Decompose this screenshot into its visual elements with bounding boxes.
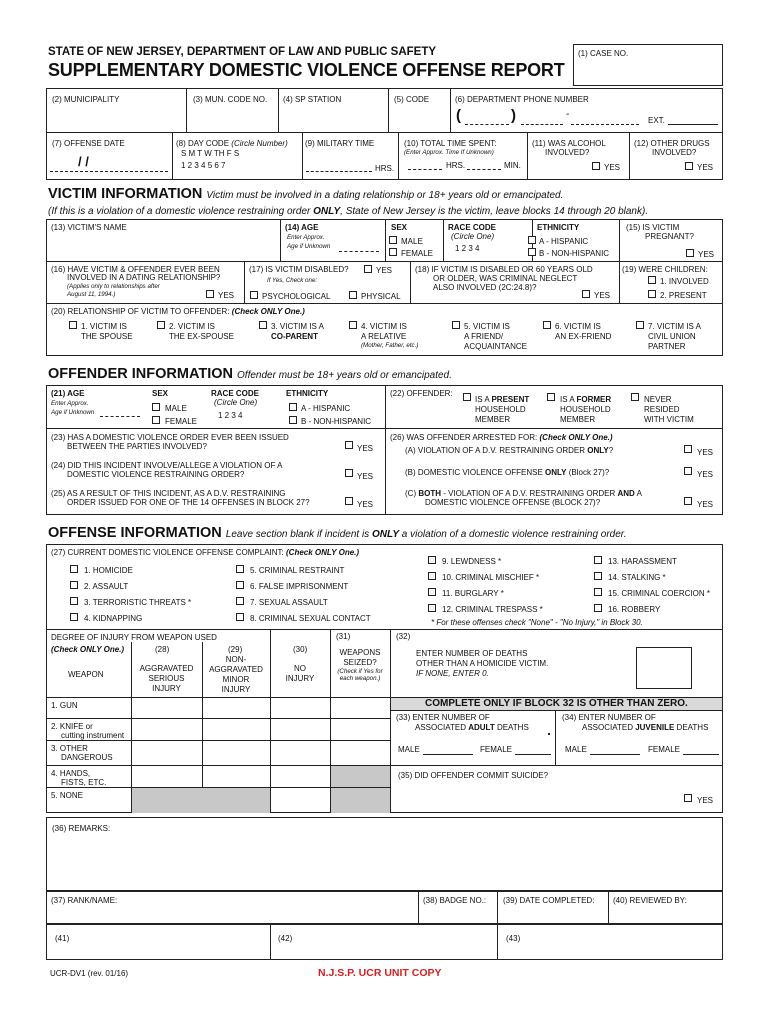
nonaggravated-minor-header-line-4: INJURY (221, 685, 251, 694)
dept-phone-input[interactable] (466, 107, 706, 124)
phone-dash: - (566, 109, 570, 120)
weapon-row-5-shaded-injury (132, 788, 270, 813)
child-present-label: 2. PRESENT (660, 291, 707, 300)
ext-label: EXT. (648, 116, 665, 125)
present-household-label3: MEMBER (475, 415, 511, 424)
relationship-option-7-checkbox[interactable] (636, 321, 644, 329)
offense-col2-4-checkbox[interactable] (236, 613, 244, 621)
no-injury-header (270, 664, 330, 684)
victim-nonhispanic-label: B - NON-HISPANIC (539, 249, 610, 258)
offense-col3-3-checkbox[interactable] (428, 588, 436, 596)
date-slashes: / / (78, 154, 89, 169)
never-resided-label2: RESIDED (644, 405, 680, 414)
dating-note2: August 11, 1994.) (67, 291, 116, 298)
date-completed-label[interactable]: (39) DATE COMPLETED: (503, 896, 595, 905)
offender-race-label: RACE CODE (211, 389, 260, 398)
victim-male-checkbox[interactable] (389, 236, 397, 244)
q24-label2: DOMESTIC VIOLENCE RESTRAINING ORDER? (67, 470, 245, 479)
day-numbers[interactable]: 1 2 3 4 5 6 7 (181, 161, 226, 170)
disabled-note: If Yes, Check one: (267, 277, 318, 284)
offender-race-numbers[interactable]: 1 2 3 4 (218, 411, 243, 420)
relationship-option-4-label-3: (Mother, Father, etc.) (361, 342, 419, 349)
never-resided-label3: WITH VICTIM (644, 415, 694, 424)
neglect-label2: OR OLDER, WAS CRIMINAL NEGLECT (433, 274, 578, 283)
military-time-input[interactable] (306, 156, 372, 170)
weapon-row-2-label-2: cutting instrument (61, 731, 125, 740)
relationship-option-7-label-1: 7. VICTIM IS A (648, 322, 701, 331)
q26b-label: (B) DOMESTIC VIOLENCE OFFENSE ONLY (Block 27)? (405, 468, 610, 477)
offense-col4-4-checkbox[interactable] (594, 604, 602, 612)
offense-col1-1-label: 1. HOMICIDE (84, 566, 133, 575)
relationship-option-2-label-2: THE EX-SPOUSE (169, 332, 234, 341)
suicide-yes-checkbox[interactable] (684, 794, 692, 802)
victim-hispanic-checkbox[interactable] (528, 236, 536, 244)
offender-age-label: (21) AGE (51, 389, 85, 398)
weapon-row-5-shaded-seized (331, 788, 390, 813)
q25-label1: (25) AS A RESULT OF THIS INCIDENT, AS A D.V. RESTRAINING (51, 489, 286, 498)
q26a-label: (A) VIOLATION OF A D.V. RESTRAINING ORDER ONLY? (405, 446, 614, 455)
offender-male-checkbox[interactable] (152, 403, 160, 411)
never-resided-label1: NEVER (644, 395, 672, 404)
relationship-option-1-label-1: 1. VICTIM IS (81, 322, 127, 331)
victim-name-label: (13) VICTIM'S NAME (51, 223, 127, 232)
relationship-option-1-label-2: THE SPOUSE (81, 332, 133, 341)
deaths-label2: OTHER THAN A HOMICIDE VICTIM. (416, 659, 549, 668)
offense-col1-2-checkbox[interactable] (70, 581, 78, 589)
child-involved-label: 1. INVOLVED (660, 277, 709, 286)
q25-yes-label: YES (357, 500, 374, 509)
offense-col4-1-label: 13. HARASSMENT (608, 557, 677, 566)
child-involved-checkbox[interactable] (648, 276, 656, 284)
offense-col3-4-checkbox[interactable] (428, 604, 436, 612)
victim-female-label: FEMALE (401, 249, 434, 258)
q26-label: (26) WAS OFFENDER ARRESTED FOR: (Check ONLY One.) (390, 433, 613, 442)
victim-ethnicity-label: ETHNICITY (537, 223, 580, 232)
relationship-option-5-label-2: A FRIEND/ (464, 332, 504, 341)
mun-code-input[interactable] (192, 108, 274, 122)
block-41-label[interactable]: (41) (55, 934, 70, 943)
case-no-label: (1) CASE NO. (578, 49, 629, 58)
form-title: SUPPLEMENTARY DOMESTIC VIOLENCE OFFENSE REPORT (48, 60, 565, 80)
victim-race-label: RACE CODE (448, 223, 497, 232)
q26b-yes-checkbox[interactable] (684, 467, 692, 475)
q25-yes-checkbox[interactable] (345, 497, 353, 505)
col29-label: (29) (228, 645, 243, 654)
aggravated-serious-header-line-1: AGGRAVATED (139, 664, 194, 673)
q23-label1: (23) HAS A DOMESTIC VIOLENCE ORDER EVER BEEN ISSUED (51, 433, 289, 442)
star-note: * For these offenses check "None" - "No Injury," in Block 30. (431, 618, 643, 627)
offender-male-label: MALE (165, 404, 187, 413)
offender-female-checkbox[interactable] (152, 416, 160, 424)
block-43-label[interactable]: (43) (506, 934, 521, 943)
phone-open-paren: ( (456, 107, 461, 124)
present-household-checkbox[interactable] (463, 393, 471, 401)
degree-label: DEGREE OF INJURY FROM WEAPON USED (51, 633, 217, 642)
weapon-row-5-label-1: 5. NONE (51, 791, 84, 800)
remarks-label: (36) REMARKS: (52, 824, 111, 833)
offender-section-heading: OFFENDER INFORMATION Offender must be 18+ years old or emancipated. (48, 366, 452, 382)
weapon-row-3-label-2: DANGEROUS (61, 753, 113, 762)
nonaggravated-minor-header-line-3: MINOR (222, 675, 250, 684)
mun-code-label: (3) MUN. CODE NO. (193, 95, 268, 104)
form-id: UCR-DV1 (rev. 01/16) (50, 969, 129, 978)
offense-col1-4-checkbox[interactable] (70, 613, 78, 621)
offense-col4-2-label: 14. STALKING * (608, 573, 666, 582)
disabled-yes-label: YES (376, 266, 393, 275)
other-drugs-label: (12) OTHER DRUGS (634, 139, 710, 148)
relationship-option-3-label-1: 3. VICTIM IS A (271, 322, 324, 331)
weapons-seized-header-line-2: SEIZED? (343, 658, 377, 667)
psychological-label: PSYCHOLOGICAL (262, 292, 331, 301)
col32-label: (32) (396, 632, 411, 641)
q26a-yes-label: YES (697, 448, 714, 457)
nonaggravated-minor-header-line-1: NON- (225, 655, 247, 664)
deaths-label1: ENTER NUMBER OF DEATHS (416, 649, 528, 658)
q24-yes-checkbox[interactable] (345, 469, 353, 477)
nonaggravated-minor-header (202, 655, 270, 695)
drugs-yes-checkbox[interactable] (685, 162, 693, 170)
offender-hispanic-label: A - HISPANIC (301, 404, 351, 413)
offense-col2-3-checkbox[interactable] (236, 597, 244, 605)
weapons-seized-note-2: each weapon.) (339, 675, 381, 682)
code-label: (5) CODE (394, 95, 430, 104)
victim-sex-label: SEX (391, 223, 408, 232)
adult-female-label: FEMALE (480, 745, 513, 754)
blocks-41-43-row (46, 924, 723, 960)
relationship-option-4-label-2: A RELATIVE (361, 332, 407, 341)
children-label: (19) WERE CHILDREN: (622, 265, 708, 274)
psychological-checkbox[interactable] (250, 291, 258, 299)
offender-nonhispanic-label: B - NON-HISPANIC (301, 417, 372, 426)
col30-label: (30) (293, 645, 308, 654)
q24-label1: (24) DID THIS INCIDENT INVOLVE/ALLEGE A VIOLATION OF A (51, 461, 283, 470)
child-present-checkbox[interactable] (648, 290, 656, 298)
degree-check-note: (Check ONLY One.) (51, 645, 125, 654)
suicide-yes-label: YES (697, 796, 714, 805)
rank-name-label[interactable]: (37) RANK/NAME: (51, 896, 118, 905)
copy-designation: N.J.S.P. UCR UNIT COPY (318, 967, 442, 979)
relationship-option-7-label-2: CIVIL UNION (648, 332, 696, 341)
present-household-label1: IS A PRESENT (475, 395, 530, 404)
offender-ethnicity-label: ETHNICITY (286, 389, 329, 398)
juvenile-deaths-label1: (34) ENTER NUMBER OF (562, 713, 656, 722)
alcohol-yes-checkbox[interactable] (592, 162, 600, 170)
offense-col2-2-label: 6. FALSE IMPRISONMENT (250, 582, 349, 591)
total-hrs-label: HRS. (446, 161, 466, 170)
dept-phone-label: (6) DEPARTMENT PHONE NUMBER (455, 95, 589, 104)
relationship-option-3-label-2: CO-PARENT (271, 332, 318, 341)
alcohol-label: (11) WAS ALCOHOL (532, 139, 606, 148)
weapon-row-2-label-1: 2. KNIFE or (51, 722, 93, 731)
day-code-label: (8) DAY CODE (Circle Number) (176, 139, 288, 148)
reviewed-by-label[interactable]: (40) REVIEWED BY: (613, 896, 687, 905)
sp-station-label: (4) SP STATION (283, 95, 342, 104)
juvenile-female-label: FEMALE (648, 745, 681, 754)
neglect-label1: (18) IF VICTIM IS DISABLED OR 60 YEARS OLD (415, 265, 593, 274)
pregnant-yes-label: YES (698, 250, 715, 259)
q26c-label2: DOMESTIC VIOLENCE OFFENSE (BLOCK 27)? (425, 498, 601, 507)
offense-col4-2-checkbox[interactable] (594, 572, 602, 580)
adult-deaths-label1: (33) ENTER NUMBER OF (396, 713, 490, 722)
dating-label2: INVOLVED IN A DATING RELATIONSHIP? (67, 273, 221, 282)
former-household-label1: IS A FORMER (560, 395, 612, 404)
block-42-label[interactable]: (42) (278, 934, 293, 943)
neglect-yes-checkbox[interactable] (582, 290, 590, 298)
deaths-label3: IF NONE, ENTER 0. (416, 669, 489, 678)
never-resided-checkbox[interactable] (631, 393, 639, 401)
complaint-label: (27) CURRENT DOMESTIC VIOLENCE OFFENSE COMPLAINT: (Check ONLY One.) (51, 548, 360, 557)
agency-name: STATE OF NEW JERSEY, DEPARTMENT OF LAW AND PUBLIC SAFETY (48, 46, 437, 58)
victim-female-checkbox[interactable] (389, 248, 397, 256)
nonaggravated-minor-header-line-2: AGGRAVATED (209, 665, 263, 674)
offense-col1-3-checkbox[interactable] (70, 597, 78, 605)
relationship-option-1-checkbox[interactable] (69, 321, 77, 329)
juvenile-male-label: MALE (565, 745, 587, 754)
former-household-checkbox[interactable] (547, 393, 555, 401)
weapon-row-4-shaded-seized (331, 766, 390, 787)
weapon-header: WEAPON (68, 670, 104, 679)
offense-col4-4-label: 16. ROBBERY (608, 605, 661, 614)
military-hrs-label: HRS. (375, 164, 395, 173)
relationship-option-7-label-3: PARTNER (648, 342, 686, 351)
victim-age-label: (14) AGE (285, 223, 319, 232)
badge-no-label[interactable]: (38) BADGE NO.: (423, 896, 487, 905)
total-time-label: (10) TOTAL TIME SPENT: (404, 139, 497, 148)
offense-col3-2-label: 10. CRIMINAL MISCHIEF * (442, 573, 540, 582)
physical-label: PHYSICAL (361, 292, 401, 301)
case-no-box[interactable] (573, 44, 723, 86)
adult-male-label: MALE (398, 745, 420, 754)
juvenile-deaths-label2: ASSOCIATED JUVENILE DEATHS (582, 723, 709, 732)
offender-age-note2: Age if Unknown (51, 409, 95, 416)
dating-yes-label: YES (218, 291, 235, 300)
suicide-label: (35) DID OFFENDER COMMIT SUICIDE? (398, 771, 549, 780)
dating-yes-checkbox[interactable] (206, 290, 214, 298)
offense-col1-4-label: 4. KIDNAPPING (84, 614, 143, 623)
offense-section-heading: OFFENSE INFORMATION Leave section blank if incident is ONLY a violation of a domestic violence restraining order. (48, 525, 627, 541)
military-time-label: (9) MILITARY TIME (305, 139, 375, 148)
victim-section-heading: VICTIM INFORMATION Victim must be involved in a dating relationship or 18+ years old or emancipated. (48, 186, 564, 202)
q25-label2: ORDER ISSUED FOR ONE OF THE 14 OFFENSES IN BLOCK 27? (67, 498, 310, 507)
victim-age-note2: Age if Unknown (287, 243, 331, 250)
offender-nonhispanic-checkbox[interactable] (289, 416, 297, 424)
disabled-label: (17) IS VICTIM DISABLED? (249, 265, 349, 274)
weapons-seized-header-line-1: WEAPONS (339, 648, 381, 657)
offense-col2-2-checkbox[interactable] (236, 581, 244, 589)
q23-yes-checkbox[interactable] (345, 441, 353, 449)
complete-only-banner: COMPLETE ONLY IF BLOCK 32 IS OTHER THAN ZERO. (425, 698, 688, 709)
relationship-option-4-checkbox[interactable] (349, 321, 357, 329)
dating-note1: (Applies only to relationships after (67, 283, 160, 290)
dating-label1: (16) HAVE VICTIM & OFFENDER EVER BEEN (51, 265, 220, 274)
q26c-yes-checkbox[interactable] (684, 497, 692, 505)
q24-yes-label: YES (357, 472, 374, 481)
q26a-yes-checkbox[interactable] (684, 445, 692, 453)
aggravated-serious-header-line-3: INJURY (152, 684, 181, 693)
q23-yes-label: YES (357, 444, 374, 453)
alcohol-involved-label: INVOLVED? (545, 148, 590, 157)
offense-date-label: (7) OFFENSE DATE (52, 139, 125, 148)
relationship-option-6-label-1: 6. VICTIM IS (555, 322, 601, 331)
weapons-seized-note-1: (Check if Yes for (337, 668, 383, 675)
neglect-label3: ALSO INVOLVED (2C:24.8)? (433, 283, 537, 292)
weapon-row-1-label-1: 1. GUN (51, 701, 78, 710)
drugs-yes-label: YES (697, 163, 714, 172)
offense-col2-3-label: 7. SEXUAL ASSAULT (250, 598, 328, 607)
q26b-yes-label: YES (697, 470, 714, 479)
victim-age-note1: Enter Approx. (287, 234, 325, 241)
weapon-row-4-label-1: 4. HANDS, (51, 769, 91, 778)
col28-label: (28) (155, 645, 170, 654)
relationship-option-2-checkbox[interactable] (157, 321, 165, 329)
municipality-input[interactable] (52, 108, 182, 122)
relationship-option-6-label-2: AN EX-FRIEND (555, 332, 612, 341)
physical-checkbox[interactable] (349, 291, 357, 299)
deaths-count-box[interactable] (636, 647, 692, 689)
present-household-label2: HOUSEHOLD (475, 405, 526, 414)
offense-col3-1-label: 9. LEWDNESS * (442, 557, 502, 566)
code-input[interactable] (394, 108, 446, 122)
offense-col2-1-label: 5. CRIMINAL RESTRAINT (250, 566, 345, 575)
q23-label2: BETWEEN THE PARTIES INVOLVED? (67, 442, 207, 451)
relationship-option-5-label-1: 5. VICTIM IS (464, 322, 510, 331)
municipality-label: (2) MUNICIPALITY (52, 95, 120, 104)
offense-col1-3-label: 3. TERRORISTIC THREATS * (84, 598, 192, 607)
neglect-yes-label: YES (594, 291, 611, 300)
sp-station-input[interactable] (284, 108, 384, 122)
weapon-row-4-label-2: FISTS, ETC. (61, 778, 107, 787)
offense-col3-3-label: 11. BURGLARY * (442, 589, 504, 598)
victim-race-numbers[interactable]: 1 2 3 4 (455, 244, 480, 253)
offense-col3-1-checkbox[interactable] (428, 556, 436, 564)
former-household-label2: HOUSEHOLD (560, 405, 611, 414)
weapon-row-3-label-1: 3. OTHER (51, 744, 88, 753)
offender-age-note1: Enter Approx. (51, 400, 89, 407)
offense-col1-1-checkbox[interactable] (70, 565, 78, 573)
alcohol-yes-label: YES (604, 163, 621, 172)
offender-household-label: (22) OFFENDER: (390, 389, 453, 398)
drugs-involved-label: INVOLVED? (652, 148, 697, 157)
adult-deaths-label2: ASSOCIATED ADULT DEATHS (415, 723, 529, 732)
day-letters: S M T W TH F S (181, 149, 240, 158)
no-injury-header-line-2: INJURY (285, 674, 315, 683)
offense-col3-4-label: 12. CRIMINAL TRESPASS * (442, 605, 543, 614)
remarks-box[interactable] (46, 817, 723, 891)
offender-race-note: (Circle One) (214, 398, 258, 407)
victim-hispanic-label: A - HISPANIC (539, 237, 589, 246)
relationship-option-5-checkbox[interactable] (452, 321, 460, 329)
disabled-yes-checkbox[interactable] (364, 265, 372, 273)
aggravated-serious-header-line-2: SERIOUS (148, 674, 185, 683)
weapons-seized-header (330, 648, 390, 682)
offense-col4-3-label: 15. CRIMINAL COERCION * (608, 589, 710, 598)
victim-name-input[interactable] (52, 240, 274, 254)
victim-sub-note: (If this is a violation of a domestic violence restraining order ONLY, State of New Jersey is the victim, leave blocks 14 through 20 blank). (48, 206, 649, 217)
offense-col1-2-label: 2. ASSAULT (84, 582, 129, 591)
relationship-option-2-label-1: 2. VICTIM IS (169, 322, 215, 331)
offense-col2-4-label: 8. CRIMINAL SEXUAL CONTACT (250, 614, 371, 623)
total-time-note: (Enter Approx. Time If Unknown) (404, 149, 494, 156)
pregnant-yes-checkbox[interactable] (686, 249, 694, 257)
pregnant-label2: PREGNANT? (645, 232, 694, 241)
col31-label: (31) (336, 632, 351, 641)
victim-race-note: (Circle One) (451, 232, 495, 241)
q26c-yes-label: YES (697, 500, 714, 509)
offense-col4-1-checkbox[interactable] (594, 556, 602, 564)
phone-close-paren: ) (511, 107, 516, 124)
offender-sex-label: SEX (152, 389, 169, 398)
relationship-label: (20) RELATIONSHIP OF VICTIM TO OFFENDER: (Check ONLY One.) (51, 307, 305, 316)
offense-col4-3-checkbox[interactable] (594, 588, 602, 596)
offense-col3-2-checkbox[interactable] (428, 572, 436, 580)
no-injury-header-line-1: NO (294, 664, 306, 673)
relationship-option-3-checkbox[interactable] (259, 321, 267, 329)
offender-female-label: FEMALE (165, 417, 198, 426)
pregnant-label1: (15) IS VICTIM (626, 223, 680, 232)
victim-male-label: MALE (401, 237, 423, 246)
relationship-option-4-label-1: 4. VICTIM IS (361, 322, 407, 331)
offender-hispanic-checkbox[interactable] (289, 403, 297, 411)
relationship-option-6-checkbox[interactable] (543, 321, 551, 329)
former-household-label3: MEMBER (560, 415, 596, 424)
total-min-label: MIN. (504, 161, 521, 170)
relationship-option-5-label-3: ACQUAINTANCE (464, 342, 527, 351)
victim-nonhispanic-checkbox[interactable] (528, 248, 536, 256)
q26c-label1: (C) BOTH - VIOLATION OF A D.V. RESTRAINING ORDER AND A (405, 489, 642, 498)
offense-date-input[interactable] (52, 156, 166, 170)
aggravated-serious-header (131, 664, 202, 694)
offense-col2-1-checkbox[interactable] (236, 565, 244, 573)
